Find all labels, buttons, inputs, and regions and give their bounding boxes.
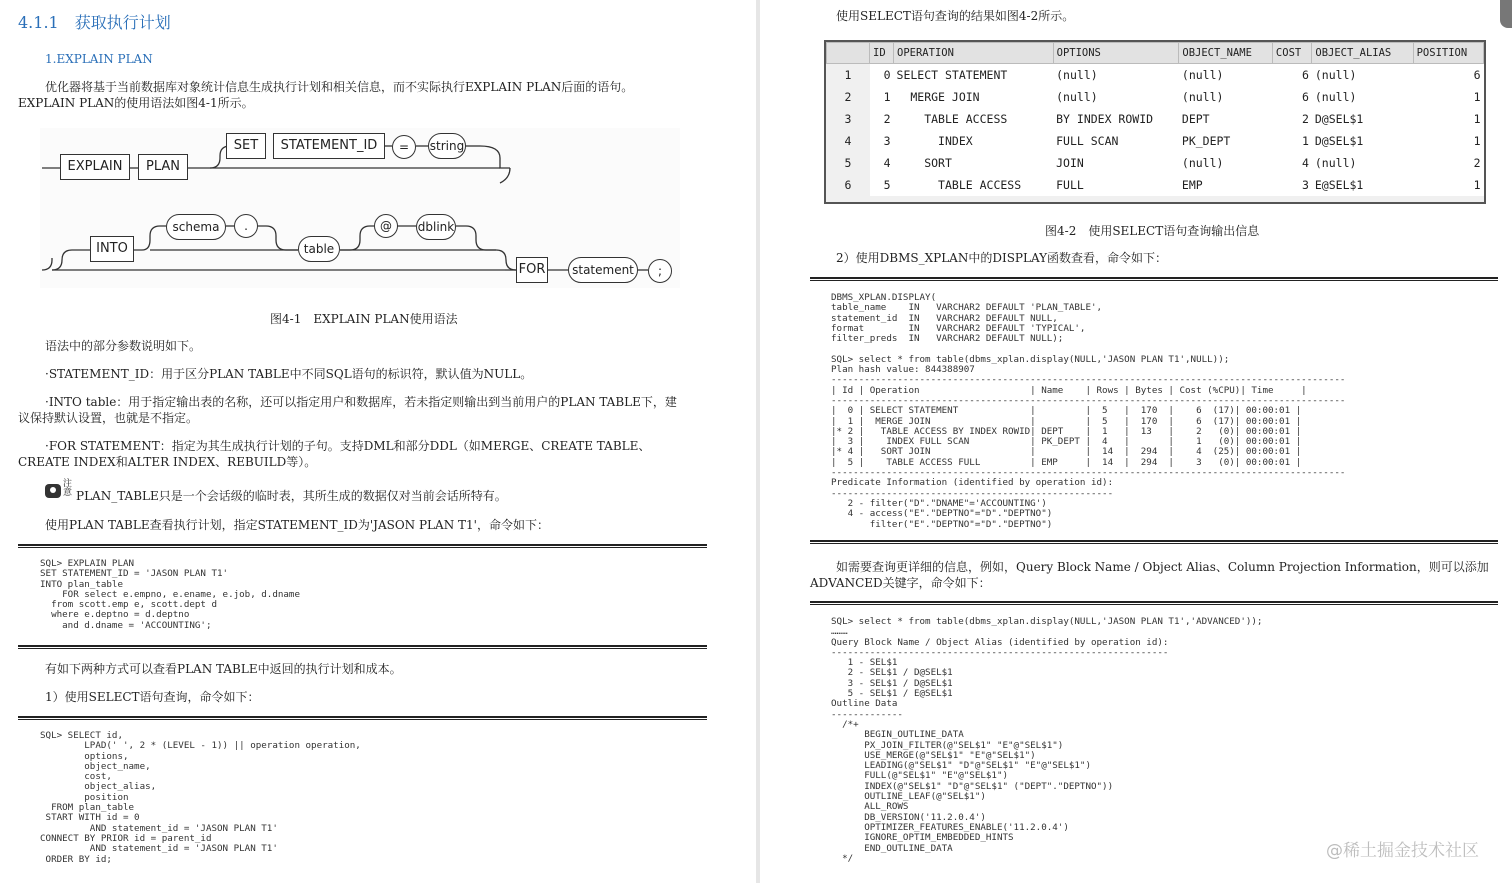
cell-object-name: DEPT (1179, 108, 1273, 130)
column-header-cost[interactable]: COST (1272, 43, 1311, 64)
table-row (827, 174, 1484, 196)
advanced-text-line1: 如需要查询更详细的信息，例如，Query Block Name / Object Alias、Column Projection Information，则可以添加 (836, 560, 1489, 574)
table-row (827, 130, 1484, 152)
result-table-header-row (827, 43, 1484, 64)
table-row (827, 86, 1484, 108)
semicolon-symbol: ; (648, 259, 672, 283)
cell-object-name: EMP (1179, 174, 1273, 196)
cell-object-alias: (null) (1312, 152, 1413, 174)
cell-cost: 6 (1272, 86, 1311, 108)
table-term: table (298, 236, 340, 262)
cell-position: 1 (1413, 86, 1483, 108)
cell-position: 6 (1413, 64, 1483, 87)
code-block-top-rule (18, 544, 707, 548)
cell-cost: 1 (1272, 130, 1311, 152)
explain-plan-code: SQL> EXPLAIN PLAN SET STATEMENT_ID = 'JASON PLAN T1' INTO plan_table FOR select e.empno, e.ename, e.job, d.dname from scott.emp e, scott.dept d where e.deptno = d.deptno and d.dname = 'ACCOUNTING'; (40, 558, 300, 631)
schema-term: schema (166, 214, 226, 240)
statement-term: statement (568, 257, 638, 283)
explain-keyword-box: EXPLAIN (60, 154, 130, 180)
note-label: 注意 (63, 479, 73, 498)
cell-operation: TABLE ACCESS (894, 174, 1054, 196)
subsection-title: 1.EXPLAIN PLAN (45, 52, 153, 66)
column-header-operation[interactable]: OPERATION (894, 43, 1054, 64)
cell-options: BY INDEX ROWID (1053, 108, 1179, 130)
cell-operation: INDEX (894, 130, 1054, 152)
dblink-term: dblink (416, 214, 456, 240)
cell-id: 2 (870, 108, 894, 130)
statement-id-keyword-box: STATEMENT_ID (273, 133, 385, 159)
set-keyword-box: SET (226, 133, 266, 159)
dbms-xplan-display-code: DBMS_XPLAN.DISPLAY( table_name IN VARCHAR2 DEFAULT 'PLAN_TABLE', statement_id IN VARCHAR2 DEFAULT NULL, format IN VARCHAR2 DEFAULT 'TYPICAL', filter_preds IN VARCHAR2 DEFAULT NULL); SQL> select * from table(dbms_xplan.display(NULL,'JASON PLAN T1',NULL)); Plan hash value: 844388907 --------------------------------------------------------------------------------------------- | Id | Operation | Name | Rows | Bytes | Cost (%CPU)| Time | --------------------------------------------------------------------------------------------- | 0 | SELECT STATEMENT | | 5 | 170 | 6 (17)| 00:00:01 | | 1 | MERGE JOIN | | 5 | 170 | 6 (17)| 00:00:01 | |* 2 | TABLE ACCESS BY INDEX ROWID| DEPT | 1 | 13 | 2 (0)| 00:00:01 | | 3 | INDEX FULL SCAN | PK_DEPT | 4 | | 1 (0)| 00:00:01 | |* 4 | SORT JOIN | | 14 | 294 | 4 (25)| 00:00:01 | | 5 | TABLE ACCESS FULL | EMP | 14 | 294 | 3 (0)| 00:00:01 | --------------------------------------------------------------------------------------------- Predicate Information (identified by operation id): --------------------------------------------------- 2 - filter("D"."DNAME"='ACCOUNTING') 4 - access("E"."DEPTNO"="D"."DEPTNO") filter("E"."DEPTNO"="D"."DEPTNO") (831, 292, 1346, 530)
figure1-caption: 图4-1 EXPLAIN PLAN使用语法 (270, 312, 458, 326)
cell-operation: SORT (894, 152, 1054, 174)
param-for-line1: ·FOR STATEMENT：指定为其生成执行计划的子句。支持DML和部分DDL（如MERGE、CREATE TABLE、 (45, 439, 651, 453)
cell-object-alias: (null) (1312, 64, 1413, 87)
table-row (827, 64, 1484, 87)
intro-paragraph-line1: 优化器将基于当前数据库对象统计信息生成执行计划和相关信息，而不实际执行EXPLAIN PLAN后面的语句。 (45, 80, 634, 94)
intro-paragraph-line2: EXPLAIN PLAN的使用语法如图4-1所示。 (18, 96, 254, 110)
code-block2-top-rule (18, 716, 707, 720)
cell-id: 5 (870, 174, 894, 196)
watermark: @稀土掘金技术社区 (1326, 841, 1479, 861)
figure2-caption: 图4-2 使用SELECT语句查询输出信息 (1045, 224, 1260, 238)
column-header-id[interactable]: ID (870, 43, 894, 64)
note-icon (45, 484, 61, 498)
cell-object-name: (null) (1179, 86, 1273, 108)
note-text: PLAN_TABLE只是一个会话级的临时表，其所生成的数据仅对当前会话所特有。 (76, 489, 507, 503)
cell-object-name: (null) (1179, 152, 1273, 174)
row-number: 3 (827, 108, 870, 130)
cell-position: 1 (1413, 130, 1483, 152)
row-number: 1 (827, 64, 870, 87)
cell-id: 3 (870, 130, 894, 152)
cell-operation: MERGE JOIN (894, 86, 1054, 108)
explain-plan-syntax-diagram (40, 128, 680, 288)
table-row (827, 108, 1484, 130)
advanced-display-code: SQL> select * from table(dbms_xplan.display(NULL,'JASON PLAN T1','ADVANCED')); ……… Query Block Name / Object Alias (identified by operation id): ------------------------------------------------------------- 1 - SEL$1 2 - SEL$1 / D@SEL$1 3 - SEL$1 / D@SEL$1 5 - SEL$1 / E@SEL$1 Outline Data ------------- /*+ BEGIN_OUTLINE_DATA PX_JOIN_FILTER(@"SEL$1" "E"@"SEL$1") USE_MERGE(@"SEL$1" "E"@"SEL$1") LEADING(@"SEL$1" "D"@"SEL$1" "E"@"SEL$1") FULL(@"SEL$1" "E"@"SEL$1") INDEX(@"SEL$1" "D"@"SEL$1" ("DEPT"."DEPTNO")) OUTLINE_LEAF(@"SEL$1") ALL_ROWS DB_VERSION('11.2.0.4') OPTIMIZER_FEATURES_ENABLE('11.2.0.4') IGNORE_OPTIM_EMBEDDED_HINTS END_OUTLINE_DATA */ (831, 616, 1263, 864)
string-term: string (428, 133, 466, 159)
cell-id: 0 (870, 64, 894, 87)
equals-symbol: = (392, 135, 416, 159)
into-keyword-box: INTO (90, 236, 134, 262)
table-row (827, 152, 1484, 174)
cell-cost: 4 (1272, 152, 1311, 174)
cell-object-alias: D@SEL$1 (1312, 130, 1413, 152)
cell-options: FULL (1053, 174, 1179, 196)
column-header-position[interactable]: POSITION (1413, 43, 1483, 64)
cell-id: 1 (870, 86, 894, 108)
dot-symbol: . (234, 214, 258, 238)
for-keyword-box: FOR (516, 257, 548, 283)
row-number: 5 (827, 152, 870, 174)
cell-options: (null) (1053, 64, 1179, 87)
select-plan-table-code: SQL> SELECT id, LPAD(' ', 2 * (LEVEL - 1)) || operation operation, options, object_name, cost, object_alias, position FROM plan_table START WITH id = 0 AND statement_id = 'JASON PLAN T1' CONNECT BY PRIOR id = parent_id AND statement_id = 'JASON PLAN T1' ORDER BY id; (40, 730, 361, 865)
cell-position: 1 (1413, 174, 1483, 196)
way2-text: 2）使用DBMS_XPLAN中的DISPLAY函数查看，命令如下： (836, 251, 1168, 265)
code-block3-top-rule (810, 277, 1498, 281)
param-into-line2: 议保持默认设置，也就是不指定。 (18, 411, 199, 425)
cell-operation: TABLE ACCESS (894, 108, 1054, 130)
row-number: 4 (827, 130, 870, 152)
cell-operation: SELECT STATEMENT (894, 64, 1054, 87)
param-for-line2: CREATE INDEX和ALTER INDEX、REBUILD等）。 (18, 455, 317, 469)
way1-text: 1）使用SELECT语句查询，命令如下： (45, 690, 260, 704)
cell-id: 4 (870, 152, 894, 174)
code-block4-top-rule (810, 601, 1498, 605)
scrollbar-thumb[interactable] (1500, 0, 1512, 28)
select-result-table (824, 40, 1486, 204)
cell-position: 1 (1413, 108, 1483, 130)
cell-cost: 2 (1272, 108, 1311, 130)
code-block-bottom-rule (18, 645, 707, 649)
usage-text: 使用PLAN TABLE查看执行计划，指定STATEMENT_ID为'JASON PLAN T1'，命令如下： (45, 518, 549, 532)
cell-object-name: PK_DEPT (1179, 130, 1273, 152)
cell-cost: 6 (1272, 64, 1311, 87)
column-header-object-name[interactable]: OBJECT_NAME (1179, 43, 1273, 64)
two-ways-text: 有如下两种方式可以查看PLAN TABLE中返回的执行计划和成本。 (45, 662, 402, 676)
cell-object-alias: D@SEL$1 (1312, 108, 1413, 130)
cell-options: FULL SCAN (1053, 130, 1179, 152)
right-page (760, 0, 1512, 883)
column-header-object-alias[interactable]: OBJECT_ALIAS (1312, 43, 1413, 64)
cell-object-alias: E@SEL$1 (1312, 174, 1413, 196)
cell-options: JOIN (1053, 152, 1179, 174)
result-intro: 使用SELECT语句查询的结果如图4-2所示。 (836, 9, 1075, 23)
params-intro: 语法中的部分参数说明如下。 (45, 339, 202, 353)
cell-options: (null) (1053, 86, 1179, 108)
column-header-options[interactable]: OPTIONS (1053, 43, 1179, 64)
advanced-text-line2: ADVANCED关键字，命令如下： (810, 576, 991, 590)
row-number: 6 (827, 174, 870, 196)
section-title: 4.1.1 获取执行计划 (18, 13, 171, 32)
cell-object-alias: (null) (1312, 86, 1413, 108)
plan-keyword-box: PLAN (138, 154, 188, 180)
cell-object-name: (null) (1179, 64, 1273, 87)
param-into-line1: ·INTO table：用于指定输出表的名称，还可以指定用户和数据库，若未指定则输出到当前用户的PLAN TABLE下，建 (45, 395, 677, 409)
code-block3-bottom-rule (810, 540, 1498, 544)
at-symbol: @ (374, 214, 398, 238)
cell-position: 2 (1413, 152, 1483, 174)
cell-cost: 3 (1272, 174, 1311, 196)
row-number-header (827, 43, 870, 64)
param-statement-id: ·STATEMENT_ID：用于区分PLAN TABLE中不同SQL语句的标识符，默认值为NULL。 (45, 367, 533, 381)
row-number: 2 (827, 86, 870, 108)
